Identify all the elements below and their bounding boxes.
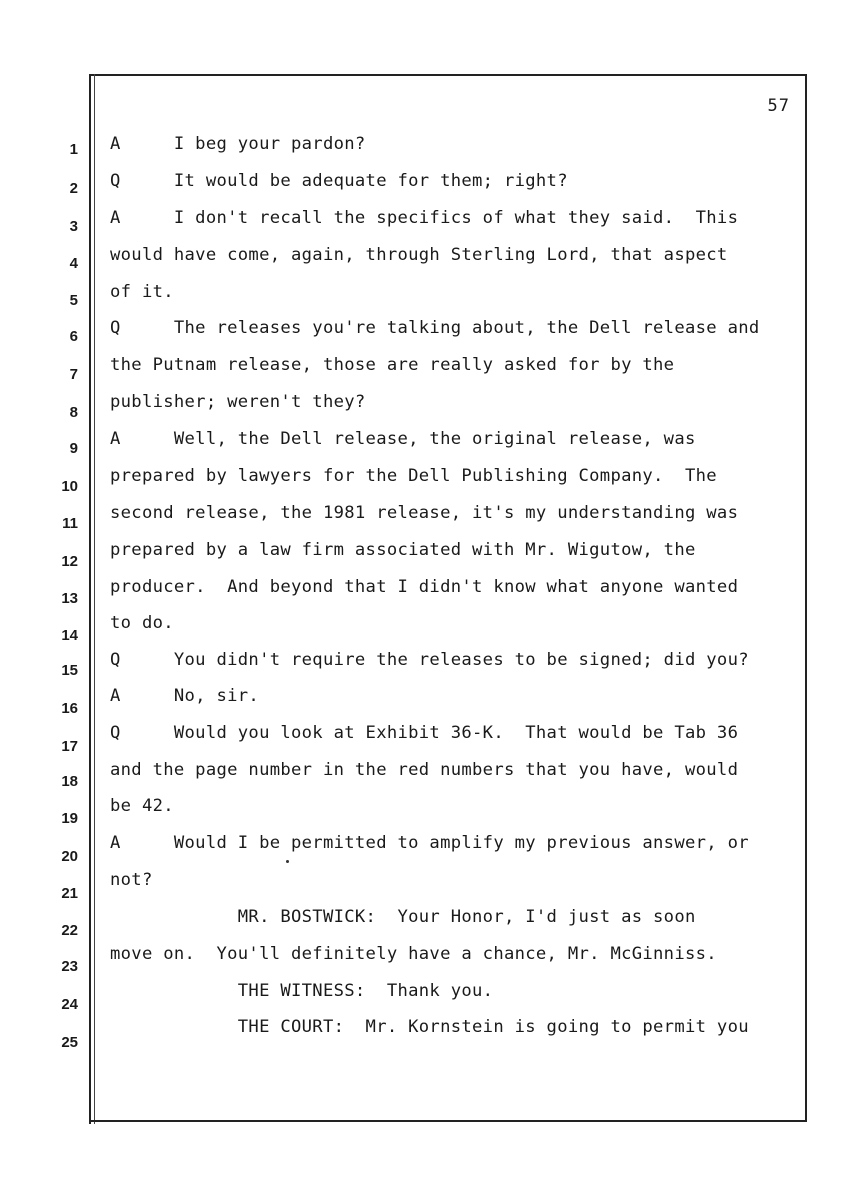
frame-left-inner-border	[94, 74, 95, 1124]
transcript-line-text: A Well, the Dell release, the original release, was	[110, 429, 696, 449]
transcript-line-text: producer. And beyond that I didn't know what anyone wanted	[110, 577, 739, 597]
line-number: 8	[69, 404, 78, 421]
line-number: 7	[69, 366, 78, 383]
transcript-line-text: of it.	[110, 282, 174, 302]
line-number: 19	[61, 810, 78, 827]
line-number: 20	[61, 848, 78, 865]
line-number: 1	[69, 141, 78, 158]
frame-top-border	[89, 74, 807, 76]
transcript-line-text: THE WITNESS: Thank you.	[110, 981, 494, 1001]
transcript-line-text: to do.	[110, 613, 174, 633]
line-number: 13	[61, 590, 78, 607]
transcript-line-text: second release, the 1981 release, it's my understanding was	[110, 503, 739, 523]
line-number: 18	[61, 773, 78, 790]
line-number: 15	[61, 662, 78, 679]
line-number: 23	[61, 958, 78, 975]
frame-bottom-border	[89, 1120, 807, 1122]
transcript-line-text: Q You didn't require the releases to be signed; did you?	[110, 650, 749, 670]
line-number: 10	[61, 478, 78, 495]
transcript-line-text: Q Would you look at Exhibit 36-K. That would be Tab 36	[110, 723, 739, 743]
line-number: 22	[61, 922, 78, 939]
transcript-line-text: Q It would be adequate for them; right?	[110, 171, 568, 191]
transcript-line-text: be 42.	[110, 796, 174, 816]
transcript-line-text: A No, sir.	[110, 686, 260, 706]
line-number: 17	[61, 738, 78, 755]
line-number: 12	[61, 553, 78, 570]
transcript-line-text: and the page number in the red numbers that you have, would	[110, 760, 739, 780]
line-number: 16	[61, 700, 78, 717]
line-number: 9	[69, 440, 78, 457]
transcript-line-text: MR. BOSTWICK: Your Honor, I'd just as soon	[110, 907, 696, 927]
stray-mark	[286, 860, 289, 863]
line-number: 11	[62, 515, 78, 532]
transcript-line-text: A Would I be permitted to amplify my previous answer, or	[110, 833, 749, 853]
transcript-line-text: the Putnam release, those are really asked for by the	[110, 355, 675, 375]
line-number: 3	[69, 218, 78, 235]
transcript-line-text: not?	[110, 870, 153, 890]
transcript-line-text: Q The releases you're talking about, the Dell release and	[110, 318, 760, 338]
transcript-line-text: would have come, again, through Sterling Lord, that aspect	[110, 245, 728, 265]
frame-right-border	[805, 74, 807, 1120]
transcript-line-text: prepared by lawyers for the Dell Publishing Company. The	[110, 466, 717, 486]
transcript-line-text: A I beg your pardon?	[110, 134, 366, 154]
line-number: 21	[61, 885, 78, 902]
line-number: 24	[61, 996, 78, 1013]
transcript-line-text: move on. You'll definitely have a chance, Mr. McGinniss.	[110, 944, 717, 964]
page-number: 57	[767, 96, 790, 116]
line-number: 5	[69, 292, 78, 309]
transcript-line-text: publisher; weren't they?	[110, 392, 366, 412]
transcript-line-text: THE COURT: Mr. Kornstein is going to permit you	[110, 1017, 749, 1037]
transcript-line-text: prepared by a law firm associated with Mr. Wigutow, the	[110, 540, 696, 560]
line-number: 4	[69, 255, 78, 272]
line-number: 25	[61, 1034, 78, 1051]
transcript-line-text: A I don't recall the specifics of what they said. This	[110, 208, 739, 228]
line-number: 6	[69, 328, 78, 345]
frame-left-border	[89, 74, 91, 1124]
line-number: 14	[61, 627, 78, 644]
line-number: 2	[69, 180, 78, 197]
